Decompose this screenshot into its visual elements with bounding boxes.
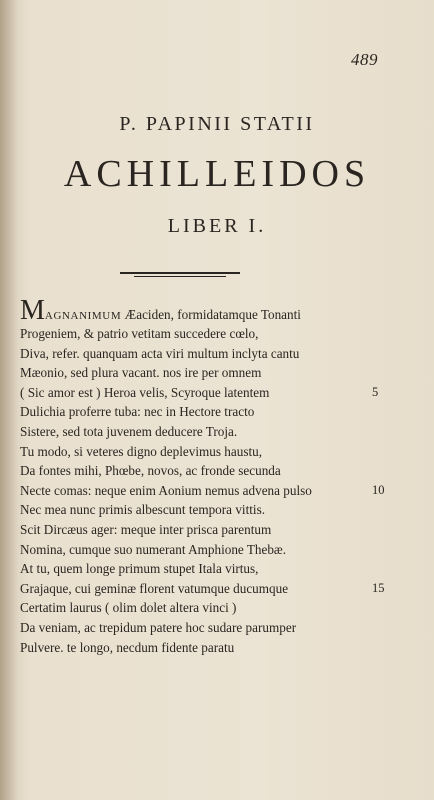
verse-line [20, 540, 380, 560]
verse-line [20, 638, 380, 658]
ornamental-rule [120, 272, 240, 274]
verse-line [20, 598, 380, 618]
verse-text: Certatim laurus ( olim dolet altera vinci ) [20, 600, 237, 616]
verse-text: Progeniem, & patrio vetitam succedere cœlo, [20, 326, 259, 341]
verse-line [20, 422, 380, 442]
verse-line [20, 579, 385, 599]
first-word-smallcaps: AGNANIMUM [44, 310, 122, 322]
author-heading: P. PAPINII STATII [119, 113, 315, 135]
page-number: 489 [351, 50, 378, 69]
verse-line [20, 383, 380, 403]
line-number: 10 [372, 482, 385, 497]
verse-line [20, 402, 380, 422]
verse-line [20, 442, 380, 462]
verse-text: Grajaque, cui geminæ florent vatumque ducumque [20, 580, 289, 596]
verse-text: Mæonio, sed plura vacant. nos ire per omnem [20, 365, 262, 381]
verse-line [20, 520, 380, 540]
verse-line [20, 481, 385, 501]
verse-text: Tu modo, si veteres digno deplevimus haustu, [20, 443, 263, 459]
verse-text: Scit Dircæus ager: meque inter prisca parentum [20, 521, 272, 537]
verse-text: Sistere, sed tota juvenem deducere Troja. [20, 423, 238, 439]
verse-line [20, 559, 380, 579]
verse-text: Da veniam, ac trepidum patere hoc sudare parumper [20, 619, 297, 635]
verse-text: Pulvere. te longo, necdum fidente paratu [20, 639, 235, 655]
verse-text: ( Sic amor est ) Heroa velis, Scyroque latentem [20, 384, 270, 400]
verse-text: Necte comas: neque enim Aonium nemus advena pulso [20, 482, 312, 498]
verse-block [20, 295, 385, 657]
verse-text: Da fontes mihi, Phœbe, novos, ac fronde secunda [20, 463, 281, 479]
verse-line [20, 461, 380, 481]
verse-line [20, 618, 380, 638]
line-number: 15 [372, 580, 385, 595]
book-heading: LIBER I. [167, 215, 267, 237]
verse-text: Nomina, cumque suo numerant Amphione Thebæ. [20, 541, 287, 557]
verse-text: Nec mea nunc primis albescunt tempora vittis. [20, 502, 265, 518]
verse-line [20, 295, 380, 326]
verse-line [20, 324, 380, 344]
work-title: ACHILLEIDOS [63, 153, 371, 195]
first-line-text: Æaciden, formidatamque Tonanti [121, 307, 301, 322]
verse-line [20, 500, 380, 520]
verse-text: Dulichia proferre tuba: nec in Hectore tracto [20, 404, 255, 420]
verse-line [20, 363, 380, 383]
verse-text: Diva, refer. quanquam acta viri multum inclyta cantu [20, 345, 300, 361]
drop-capital: M [20, 295, 45, 326]
verse-line [20, 344, 380, 364]
verse-text: At tu, quem longe primum stupet Itala virtus, [20, 561, 259, 577]
line-number: 5 [372, 384, 379, 399]
